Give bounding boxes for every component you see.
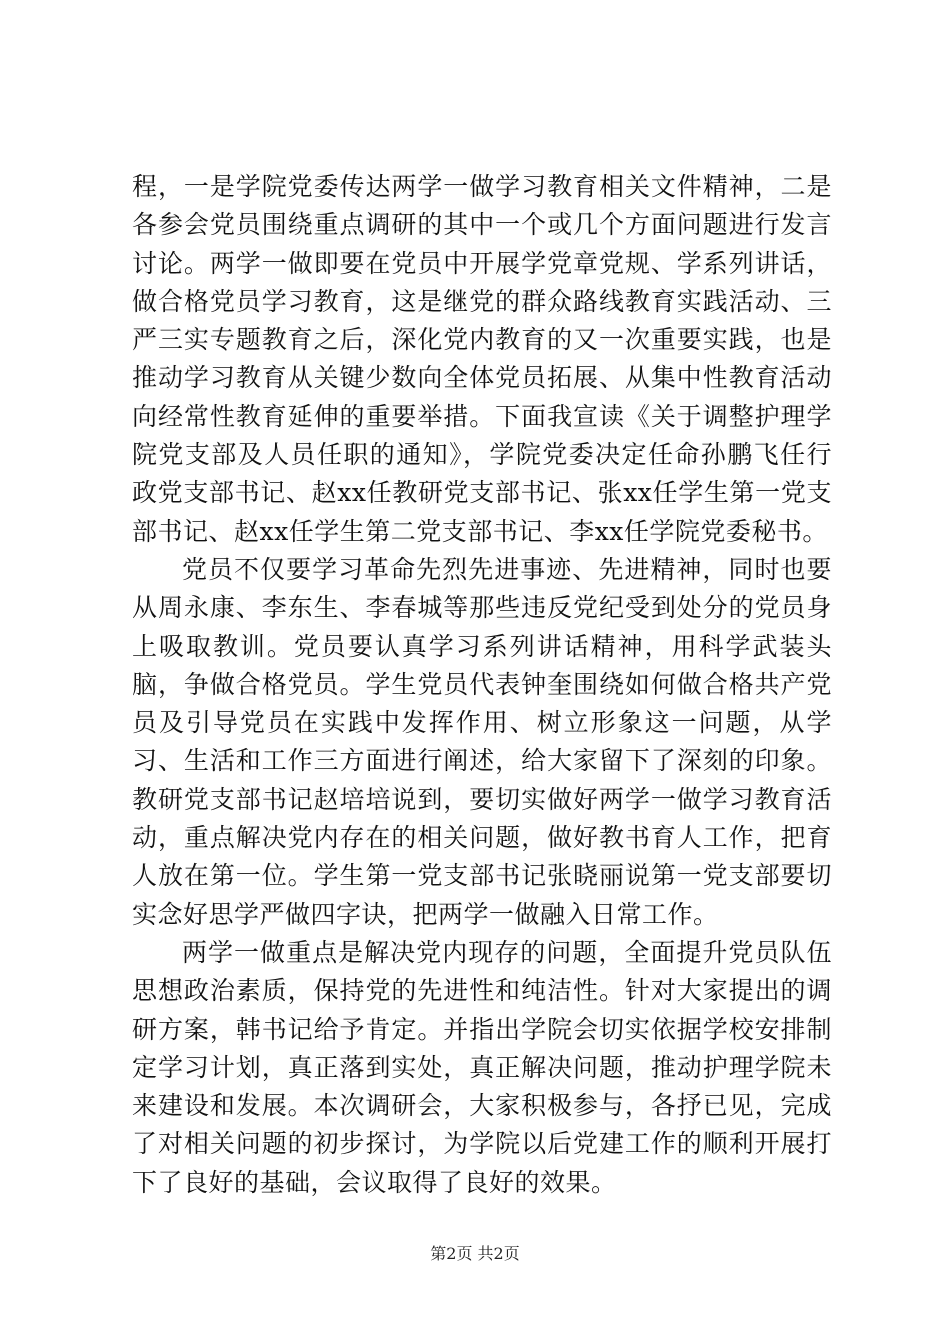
document-body xyxy=(132,168,832,1202)
paragraph-1: 程，一是学院党委传达两学一做学习教育相关文件精神，二是各参会党员围绕重点调研的其中一个或几个方面问题进行发言讨论。两学一做即要在党员中开展学党章党规、学系列讲话，做合格党员学习教育，这是继党的群众路线教育实践活动、三严三实专题教育之后，深化党内教育的又一次重要实践，也是推动学习教育从关键少数向全体党员拓展、从集中性教育活动向经常性教育延伸的重要举措。下面我宣读《关于调整护理学院党支部及人员任职的通知》，学院党委决定任命孙鹏飞任行政党支部书记、赵xx任教研党支部书记、张xx任学生第一党支部书记、赵xx任学生第二党支部书记、李xx任学院党委秘书。 xyxy=(132,172,832,546)
paragraph-3: 两学一做重点是解决党内现存的问题，全面提升党员队伍思想政治素质，保持党的先进性和纯洁性。针对大家提出的调研方案，韩书记给予肯定。并指出学院会切实依据学校安排制定学习计划，真正落到实处，真正解决问题，推动护理学院未来建设和发展。本次调研会，大家积极参与，各抒已见，完成了对相关问题的初步探讨，为学院以后党建工作的顺利开展打下了良好的基础，会议取得了良好的效果。 xyxy=(132,937,832,1197)
page-number-footer: 第2页 共2页 xyxy=(430,1244,520,1263)
paragraph-2: 党员不仅要学习革命先烈先进事迹、先进精神，同时也要从周永康、李东生、李春城等那些违反党纪受到处分的党员身上吸取教训。党员要认真学习系列讲话精神，用科学武装头脑，争做合格党员。学生党员代表钟奎围绕如何做合格共产党员及引导党员在实践中发挥作用、树立形象这一问题，从学习、生活和工作三方面进行阐述，给大家留下了深刻的印象。教研党支部书记赵培培说到，要切实做好两学一做学习教育活动，重点解决党内存在的相关问题，做好教书育人工作，把育人放在第一位。学生第一党支部书记张晓丽说第一党支部要切实念好思学严做四字诀，把两学一做融入日常工作。 xyxy=(132,554,832,929)
